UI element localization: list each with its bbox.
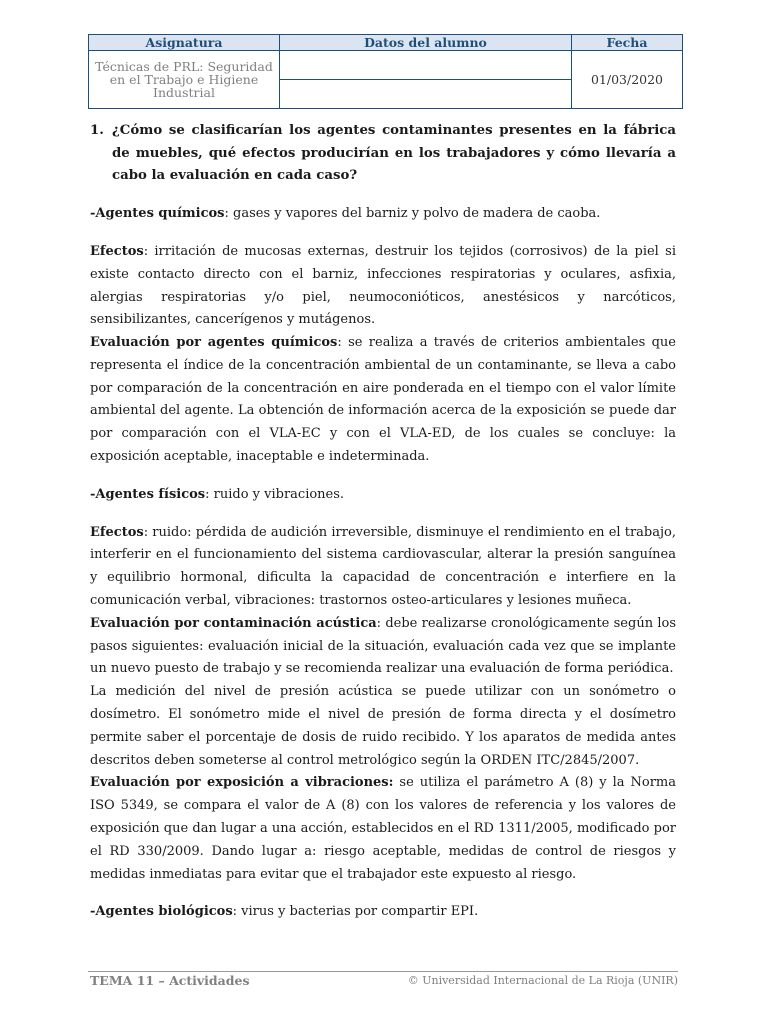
chemical-eval-label: Evaluación por agentes químicos	[90, 335, 338, 351]
physical-effects-paragraph	[90, 522, 676, 613]
noise-eval-label: Evaluación por contaminación acústica	[90, 615, 377, 631]
col-student-header: Datos del alumno	[280, 35, 572, 51]
chemical-eval-paragraph	[90, 332, 676, 469]
footer-topic: TEMA 11 – Actividades	[90, 973, 250, 988]
student-field-2	[280, 80, 572, 109]
header-table	[88, 34, 683, 109]
physical-effects-text: : ruido: pérdida de audición irreversible, disminuye el rendimiento en el trabajo, interferir en el funcionamiento del sistema cardiovascular, alterar la presión sanguínea y equilibrio hormonal, dificulta la capacidad de concentración e interfiere en la comunicación verbal, vibraciones: trastornos osteo-articulares y lesiones muñeca.	[90, 524, 676, 609]
physical-agents-paragraph	[90, 484, 676, 507]
vibration-eval-paragraph	[90, 772, 676, 886]
physical-agents-label: -Agentes físicos	[90, 486, 206, 502]
question-text: ¿Cómo se clasificarían los agentes contaminantes presentes en la fábrica de muebles, qué efectos producirían en los trabajadores y cómo llevaría a cabo la evaluación en cada caso?	[112, 123, 676, 184]
physical-agents-text: : ruido y vibraciones.	[205, 486, 345, 502]
noise-eval-paragraph	[90, 613, 676, 681]
chemical-eval-text: : se realiza a través de criterios ambientales que representa el índice de la concentración ambiental de un contaminante, se lleva a cabo por comparación de la concentración en aire ponderada en el tiempo con el valor límite ambiental del agente. La obtención de información acerca de la exposición se puede dar por comparación con el VLA-EC y con el VLA-ED, de los cuales se concluye: la exposición aceptable, inaceptable e indeterminada.	[90, 335, 676, 465]
noise-eval-text: : debe realizarse cronológicamente según los pasos siguientes: evaluación inicial de la situación, evaluación cada vez que se implante un nuevo puesto de trabajo y se recomienda realizar una evaluación de forma periódica.	[90, 615, 676, 677]
col-date-header: Fecha	[572, 35, 683, 51]
vibration-eval-text: se utiliza el parámetro A (8) y la Norma ISO 5349, se compara el valor de A (8) con los valores de referencia y los valores de exposición que dan lugar a una acción, establecidos en el RD 1311/2005, modificado por el RD 330/2009. Dando lugar a: riesgo aceptable, medidas de control de riesgos y medidas inmediatas para evitar que el trabajador este expuesto al riesgo.	[90, 775, 676, 882]
chemical-effects-text: : irritación de mucosas externas, destruir los tejidos (corrosivos) de la piel si existe contacto directo con el barniz, infecciones respiratorias y oculares, asfixia, alergias respiratorias y/o piel, neumoconióticos, anestésicos y narcóticos, sensibilizantes, cancerígenos y mutágenos.	[90, 243, 676, 328]
question-1	[90, 120, 676, 188]
question-number: 1.	[90, 123, 104, 138]
chemical-agents-label: -Agentes químicos	[90, 206, 225, 222]
footer-copyright: © Universidad Internacional de La Rioja (UNIR)	[407, 974, 678, 987]
chemical-effects-label: Efectos	[90, 243, 144, 259]
biological-agents-paragraph	[90, 901, 676, 924]
document-body	[90, 120, 676, 924]
measurement-paragraph: La medición del nivel de presión acústica se puede utilizar con un sonómetro o dosímetro. El sonómetro mide el nivel de presión de forma directa y el dosímetro permite saber el porcentaje de dosis de ruido recibido. Y los aparatos de medida antes descritos deben someterse al control metrológico según la ORDEN ITC/2845/2007.	[90, 684, 676, 768]
student-field-1	[280, 51, 572, 80]
col-subject-header: Asignatura	[89, 35, 280, 51]
physical-effects-label: Efectos	[90, 524, 144, 540]
vibration-eval-label: Evaluación por exposición a vibraciones:	[90, 775, 394, 791]
footer-divider	[88, 971, 678, 972]
date-value: 01/03/2020	[572, 51, 683, 109]
biological-agents-label: -Agentes biológicos	[90, 904, 233, 920]
chemical-agents-paragraph	[90, 203, 676, 226]
subject-value: Técnicas de PRL: Seguridad en el Trabajo e Higiene Industrial	[89, 51, 280, 109]
biological-agents-text: : virus y bacterias por compartir EPI.	[232, 904, 479, 920]
chemical-effects-paragraph	[90, 241, 676, 332]
chemical-agents-text: : gases y vapores del barniz y polvo de madera de caoba.	[224, 206, 601, 222]
